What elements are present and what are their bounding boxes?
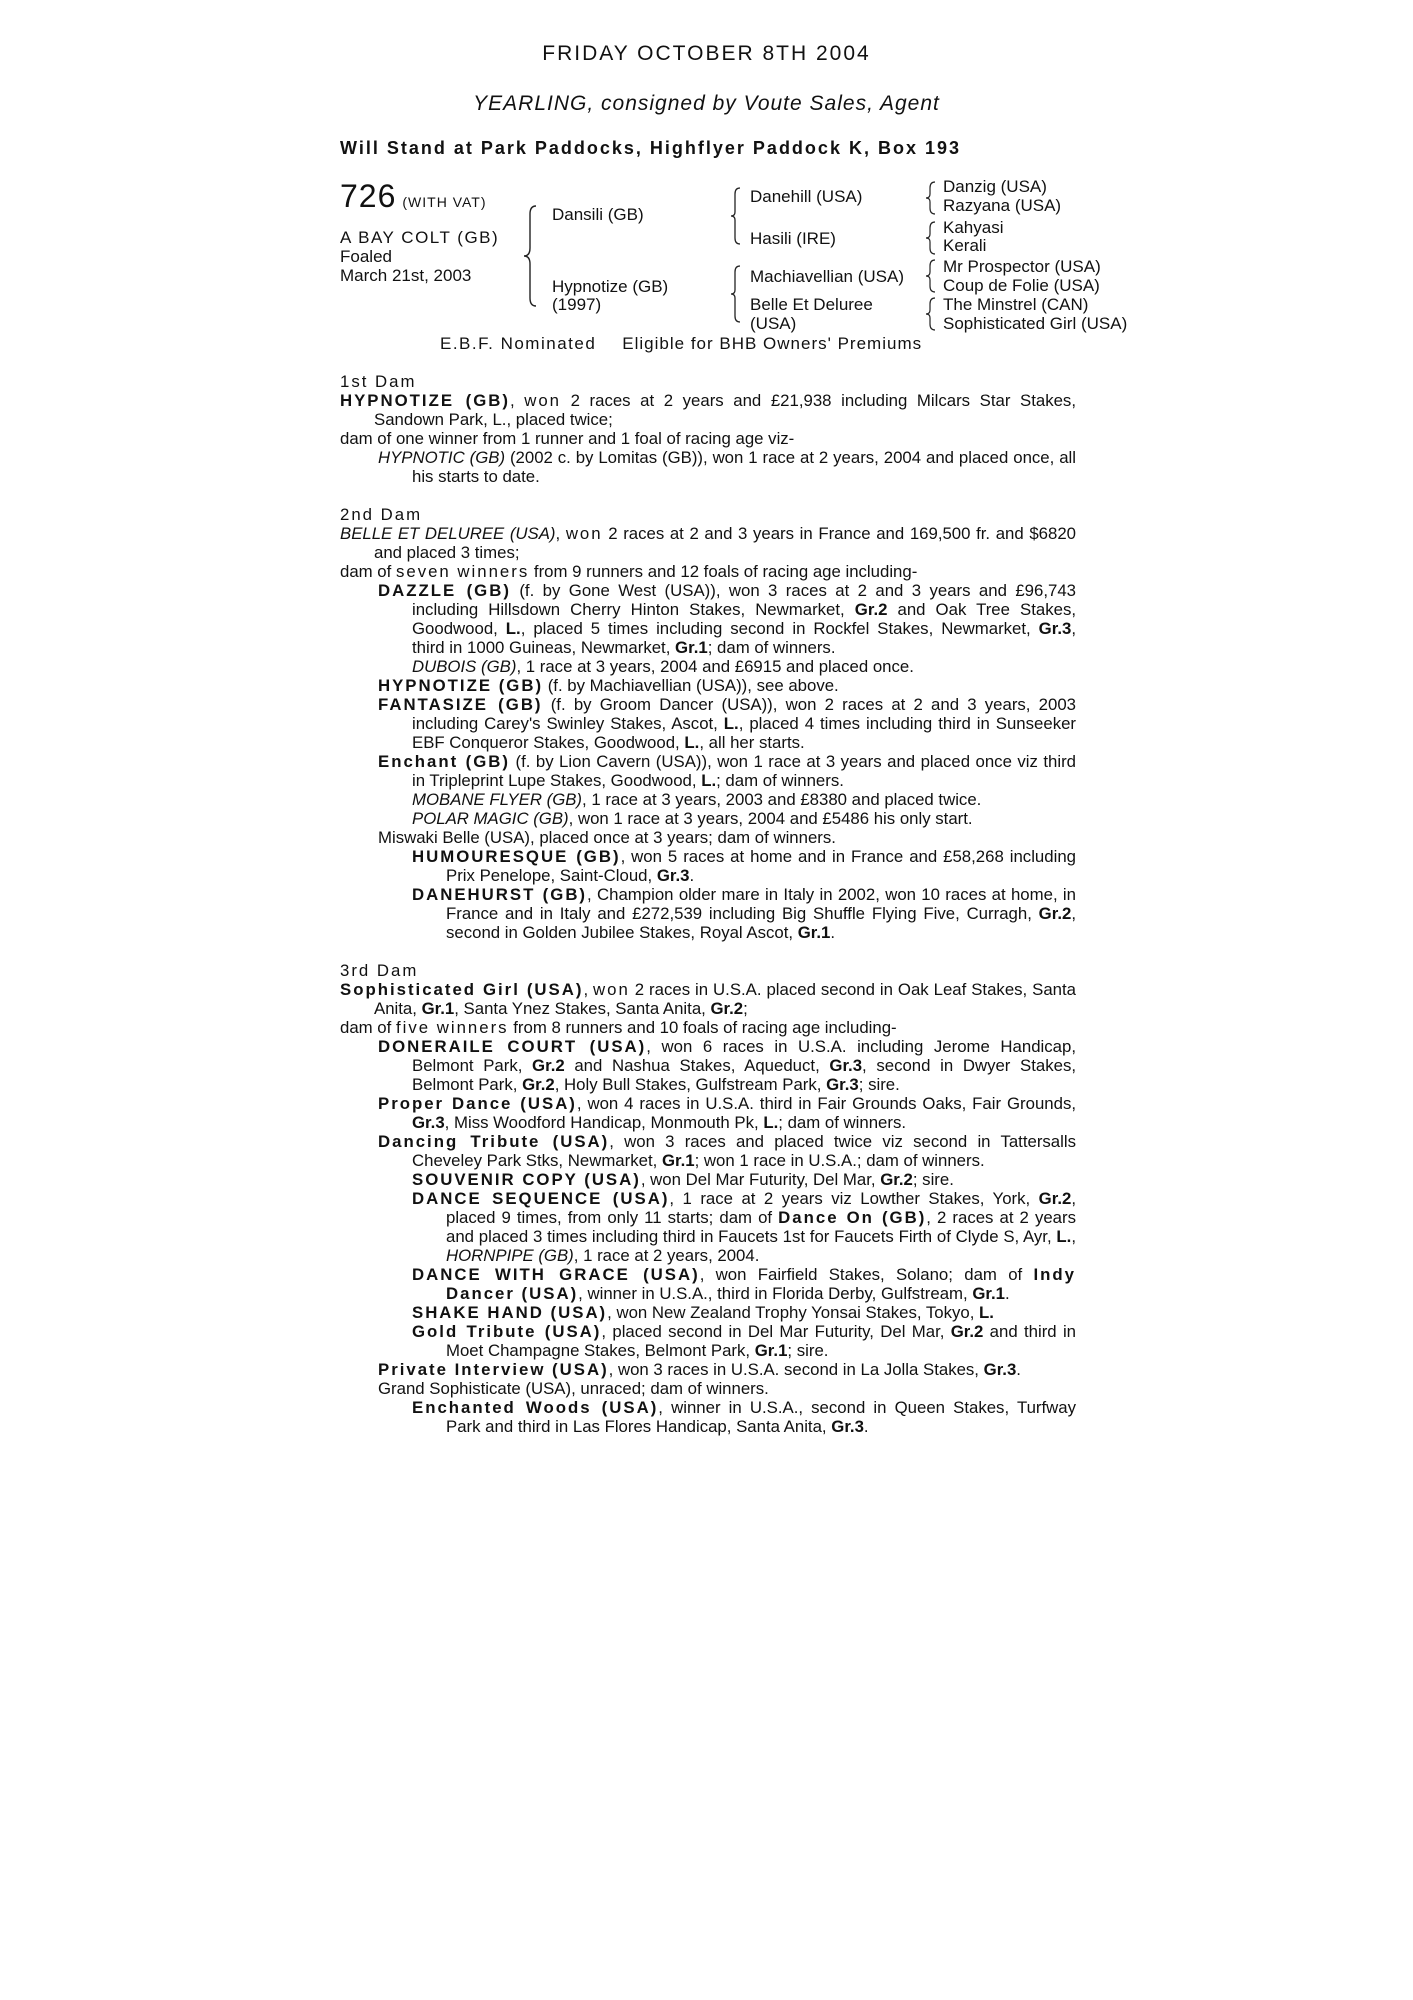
pedigree-g1: Danzig (USA) [943, 177, 1047, 196]
foaled-label: Foaled [340, 247, 392, 266]
dance-with-grace-entry: DANCE WITH GRACE (USA), won Fairfield Stakes, Solano; dam of Indy Dancer (USA), winner in U.S.A., third in Florida Derby, Gulfstream, Gr.1. [412, 1265, 1076, 1303]
pedigree-g5: Mr Prospector (USA) [943, 257, 1101, 276]
ebf-nominated: E.B.F. Nominated [440, 334, 597, 353]
pedigree-main-brace [522, 200, 552, 312]
danehurst-entry: DANEHURST (GB), Champion older mare in Italy in 2002, won 10 races at home, in France and in Italy and £272,539 including Big Shuffle Flying Five, Curragh, Gr.2, second in Golden Jubilee Stakes, Royal Ascot, Gr.1. [412, 885, 1076, 942]
pedigree-dam: Hypnotize (GB) [552, 277, 669, 296]
shake-hand-entry: SHAKE HAND (USA), won New Zealand Trophy Yonsai Stakes, Tokyo, L. [412, 1303, 994, 1322]
pedigree-dam-dam: Belle Et Deluree [750, 295, 873, 314]
pedigree-dam-dam-country: (USA) [750, 314, 797, 333]
hasili-brace [925, 220, 939, 256]
danehill-brace [925, 180, 939, 216]
belle-brace [925, 296, 939, 332]
eligibility-line [440, 334, 922, 354]
pedigree-sire-sire: Danehill (USA) [750, 187, 863, 206]
sire-brace [730, 184, 744, 248]
foaled-block [340, 247, 471, 285]
dancing-tribute-entry: Dancing Tribute (USA), won 3 races and placed twice viz second in Tattersalls Cheveley Park Stks, Newmarket, Gr.1; won 1 race in U.S.A.; dam of winners. [378, 1132, 1076, 1170]
polar-magic-entry: POLAR MAGIC (GB), won 1 race at 3 years, 2004 and £5486 his only start. [412, 809, 973, 828]
pedigree-g3: Kahyasi [943, 218, 1004, 237]
lot-description: A BAY COLT (GB) [340, 228, 500, 247]
proper-dance-entry: Proper Dance (USA), won 4 races in U.S.A. third in Fair Grounds Oaks, Fair Grounds, Gr.3, Miss Woodford Handicap, Monmouth Pk, L.; dam of winners. [378, 1094, 1077, 1132]
fantasize-entry: FANTASIZE (GB) (f. by Groom Dancer (USA)), won 2 races at 2 and 3 years, 2003 including Carey's Swinley Stakes, Ascot, L., placed 4 times including third in Sunseeker EBF Conqueror Stakes, Goodwood, L., all her starts. [378, 695, 1076, 752]
pedigree-dam-year: (1997) [552, 295, 602, 314]
mobane-flyer-entry: MOBANE FLYER (GB), 1 race at 3 years, 2003 and £8380 and placed twice. [412, 790, 982, 809]
third-dam-heading: 3rd Dam [340, 961, 419, 980]
third-dam-produce: dam of five winners from 8 runners and 10 foals of racing age including- [340, 1018, 897, 1037]
gold-tribute-entry: Gold Tribute (USA), placed second in Del Mar Futurity, Del Mar, Gr.2 and third in Moet Champagne Stakes, Belmont Park, Gr.1; sire. [412, 1322, 1077, 1360]
third-dam-record: Sophisticated Girl (USA), won 2 races in U.S.A. placed second in Oak Leaf Stakes, Santa Anita, Gr.1, Santa Ynez Stakes, Santa Anita, Gr.2; [340, 980, 1077, 1018]
consignment-line: YEARLING, consigned by Voute Sales, Agent [473, 92, 940, 115]
pedigree-sire-dam: Hasili (IRE) [750, 229, 836, 248]
first-dam-record: HYPNOTIZE (GB), won 2 races at 2 years and £21,938 including Milcars Star Stakes, Sandown Park, L., placed twice; [340, 391, 1076, 429]
dance-sequence-entry: DANCE SEQUENCE (USA), 1 race at 2 years viz Lowther Stakes, York, Gr.2, placed 9 times, from only 11 starts; dam of Dance On (GB), 2 races at 2 years and placed 3 times including third in Faucets 1st for Faucets Firth of Clyde S, Ayr, L., HORNPIPE (GB), 1 race at 2 years, 2004. [412, 1189, 1076, 1265]
doneraile-court-entry: DONERAILE COURT (USA), won 6 races in U.S.A. including Jerome Handicap, Belmont Park, Gr.2 and Nashua Stakes, Aqueduct, Gr.3, second in Dwyer Stakes, Belmont Park, Gr.2, Holy Bull Stakes, Gulfstream Park, Gr.3; sire. [378, 1037, 1076, 1094]
enchanted-woods-entry: Enchanted Woods (USA), winner in U.S.A., second in Queen Stakes, Turfway Park and third in Las Flores Handicap, Santa Anita, Gr.3. [412, 1398, 1076, 1436]
pedigree-dam-sire: Machiavellian (USA) [750, 267, 904, 286]
lot-number: 726 [340, 178, 397, 214]
sale-date: FRIDAY OCTOBER 8TH 2004 [542, 42, 871, 65]
pedigree-sire: Dansili (GB) [552, 205, 644, 224]
grand-sophisticate-entry: Grand Sophisticate (USA), unraced; dam of winners. [378, 1379, 769, 1398]
enchant-entry: Enchant (GB) (f. by Lion Cavern (USA)), won 1 race at 3 years and placed once viz third in Tripleprint Lupe Stakes, Goodwood, L.; dam of winners. [378, 752, 1076, 790]
private-interview-entry: Private Interview (USA), won 3 races in U.S.A. second in La Jolla Stakes, Gr.3. [378, 1360, 1021, 1379]
foaled-date: March 21st, 2003 [340, 266, 472, 285]
hypnotize-entry: HYPNOTIZE (GB) (f. by Machiavellian (USA)), see above. [378, 676, 839, 695]
second-dam-record: BELLE ET DELUREE (USA), won 2 races at 2 and 3 years in France and 169,500 fr. and $6820 and placed 3 times; [340, 524, 1076, 562]
first-dam-produce: dam of one winner from 1 runner and 1 foal of racing age viz- [340, 429, 795, 448]
second-dam-heading: 2nd Dam [340, 505, 423, 524]
second-dam-produce: dam of seven winners from 9 runners and 12 foals of racing age including- [340, 562, 918, 581]
produce-record [340, 372, 1076, 1436]
machiavellian-brace [925, 258, 939, 294]
pedigree-g4: Kerali [943, 236, 987, 255]
humouresque-entry: HUMOURESQUE (GB), won 5 races at home and in France and £58,268 including Prix Penelope, Saint-Cloud, Gr.3. [412, 847, 1076, 885]
pedigree-g2: Razyana (USA) [943, 196, 1062, 215]
pedigree-g6: Coup de Folie (USA) [943, 276, 1100, 295]
stand-location: Will Stand at Park Paddocks, Highflyer Paddock K, Box 193 [340, 138, 961, 158]
first-dam-foal: HYPNOTIC (GB) (2002 c. by Lomitas (GB)), won 1 race at 2 years, 2004 and placed once, all his starts to date. [378, 448, 1076, 486]
dam-brace [730, 262, 744, 326]
vat-note: (WITH VAT) [402, 194, 487, 210]
pedigree-g7: The Minstrel (CAN) [943, 295, 1089, 314]
lot-number-line [340, 178, 487, 215]
dazzle-entry: DAZZLE (GB) (f. by Gone West (USA)), won 3 races at 2 and 3 years and £96,743 including Hillsdown Cherry Hinton Stakes, Newmarket, Gr.2 and Oak Tree Stakes, Goodwood, L., placed 5 times including second in Rockfel Stakes, Newmarket, Gr.3, third in 1000 Guineas, Newmarket, Gr.1; dam of winners. [378, 581, 1077, 657]
dubois-entry: DUBOIS (GB), 1 race at 3 years, 2004 and £6915 and placed once. [412, 657, 914, 676]
miswaki-belle-entry: Miswaki Belle (USA), placed once at 3 years; dam of winners. [378, 828, 836, 847]
bhb-premiums: Eligible for BHB Owners' Premiums [622, 334, 923, 353]
first-dam-heading: 1st Dam [340, 372, 417, 391]
souvenir-copy-entry: SOUVENIR COPY (USA), won Del Mar Futurity, Del Mar, Gr.2; sire. [412, 1170, 954, 1189]
pedigree-g8: Sophisticated Girl (USA) [943, 314, 1128, 333]
